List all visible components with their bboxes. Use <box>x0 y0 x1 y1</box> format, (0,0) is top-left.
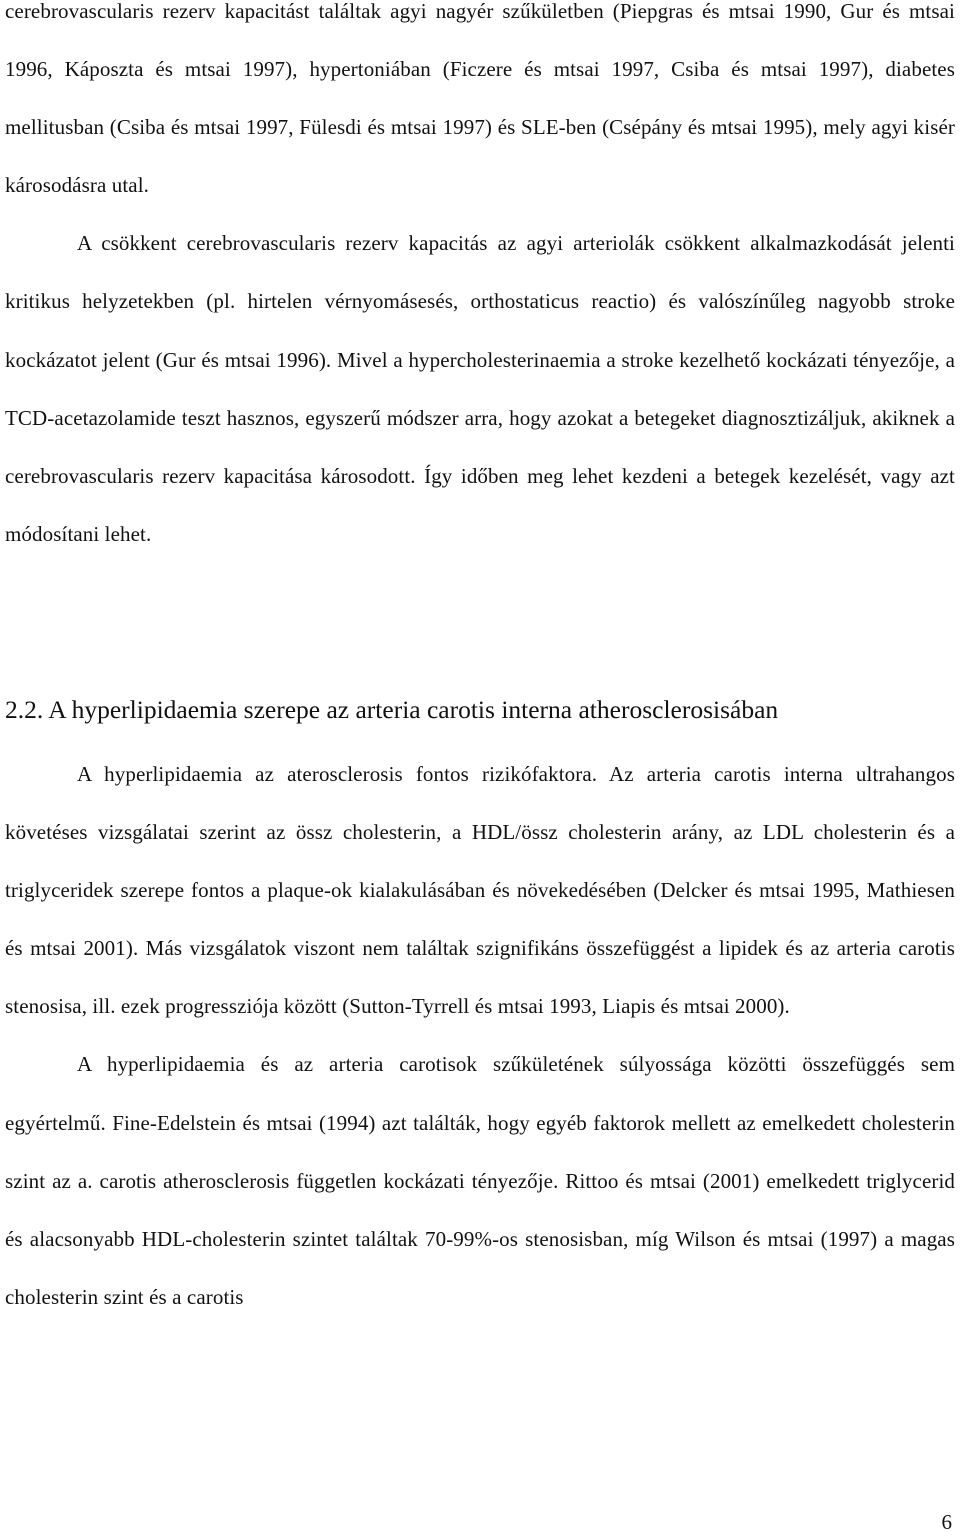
paragraph: A hyperlipidaemia az aterosclerosis fontos rizikófaktora. Az arteria carotis interna ultrahangos követéses vizsgálatai szerint az össz cholesterin, a HDL/össz cholesterin arány, az LDL cholesterin és a triglyceridek szerepe fontos a plaque-ok kialakulásában és növekedésében (Delcker és mtsai 1995, Mathiesen és mtsai 2001). Más vizsgálatok viszont nem találtak szignifikáns összefüggést a lipidek és az arteria carotis stenosisa, ill. ezek progressziója között (Sutton-Tyrrell és mtsai 1993, Liapis és mtsai 2000). <box>5 762 955 1019</box>
text-block-bottom <box>5 745 955 1326</box>
section-heading: 2.2. A hyperlipidaemia szerepe az arteria carotis interna atherosclerosisában <box>5 695 779 724</box>
paragraph: A csökkent cerebrovascularis rezerv kapacitás az agyi arteriolák csökkent alkalmazkodását jelenti kritikus helyzetekben (pl. hirtelen vérnyomásesés, orthostaticus reactio) és valószínűleg nagyobb stroke kockázatot jelent (Gur és mtsai 1996). Mivel a hypercholesterinaemia a stroke kezelhető kockázati tényezője, a TCD-acetazolamide teszt hasznos, egyszerű módszer arra, hogy azokat a betegeket diagnosztizáljuk, akiknek a cerebrovascularis rezerv kapacitása károsodott. Így időben meg lehet kezdeni a betegek kezelését, vagy azt módosítani lehet. <box>5 231 955 546</box>
paragraph: cerebrovascularis rezerv kapacitást találtak agyi nagyér szűkületben (Piepgras és mtsai 1990, Gur és mtsai 1996, Káposzta és mtsai 1997), hypertoniában (Ficzere és mtsai 1997, Csiba és mtsai 1997), diabetes mellitusban (Csiba és mtsai 1997, Fülesdi és mtsai 1997) és SLE-ben (Csépány és mtsai 1995), mely agyi kisér károsodásra utal. <box>5 0 955 198</box>
page-number: 6 <box>941 1510 952 1534</box>
text-block-top <box>5 0 955 563</box>
paragraph: A hyperlipidaemia és az arteria carotisok szűkületének súlyossága közötti összefüggés sem egyértelmű. Fine-Edelstein és mtsai (1994) azt találták, hogy egyéb faktorok mellett az emelkedett cholesterin szint az a. carotis atherosclerosis független kockázati tényezője. Rittoo és mtsai (2001) emelkedett triglycerid és alacsonyabb HDL-cholesterin szintet találtak 70-99%-os stenosisban, míg Wilson és mtsai (1997) a magas cholesterin szint és a carotis <box>5 1052 955 1309</box>
